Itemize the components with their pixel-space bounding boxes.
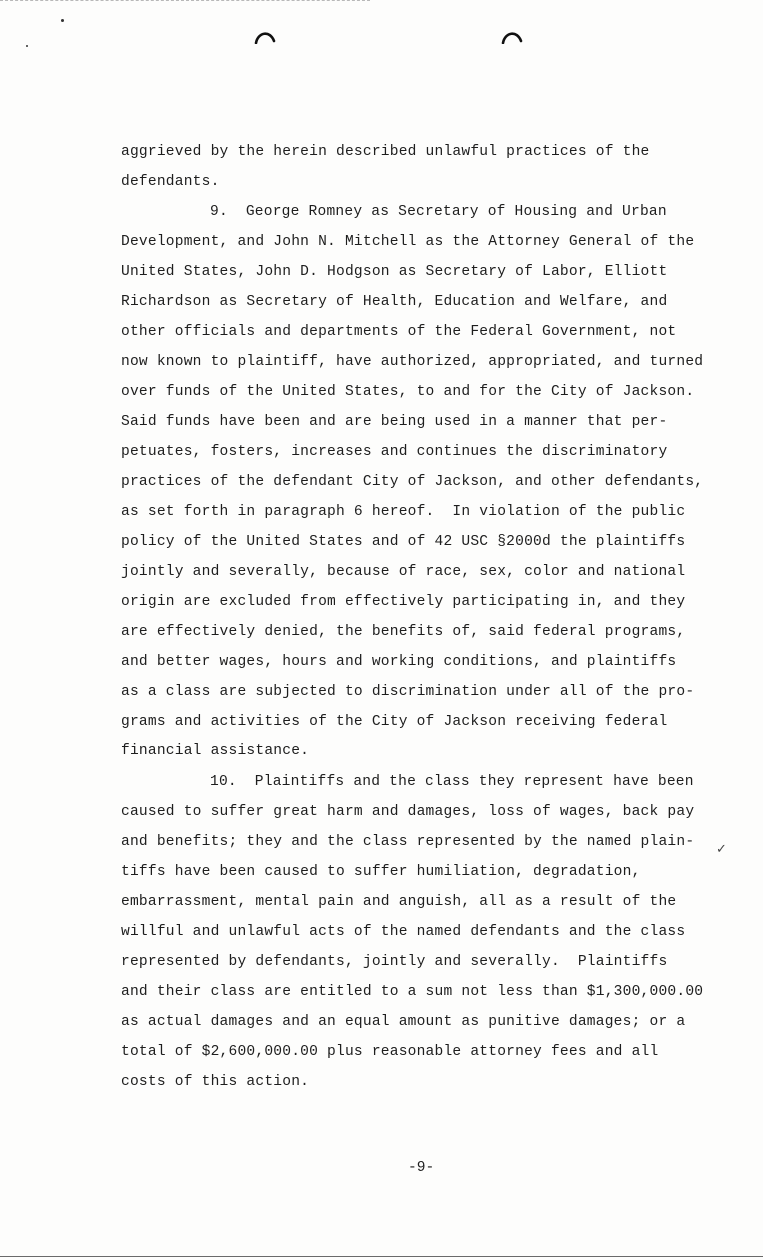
text-line: and their class are entitled to a sum not less than $1,300,000.00 [121,984,704,1000]
page-number: -9- [408,1160,435,1176]
text-line: origin are excluded from effectively participating in, and they [121,594,686,610]
text-line: practices of the defendant City of Jackson, and other defendants, [121,474,704,490]
text-line: defendants. [121,174,220,190]
text-line: Richardson as Secretary of Health, Education and Welfare, and [121,294,668,310]
text-line: Development, and John N. Mitchell as the Attorney General of the [121,234,695,250]
text-line: United States, John D. Hodgson as Secretary of Labor, Elliott [121,264,668,280]
text-line: embarrassment, mental pain and anguish, all as a result of the [121,894,677,910]
speck-mark [26,45,28,47]
text-line: now known to plaintiff, have authorized, appropriated, and turned [121,354,704,370]
speck-mark [61,19,64,22]
top-dashed-rule [0,0,370,1]
text-line: are effectively denied, the benefits of, said federal programs, [121,624,686,640]
text-line: Said funds have been and are being used in a manner that per- [121,414,668,430]
text-line: jointly and severally, because of race, sex, color and national [121,564,686,580]
text-line: total of $2,600,000.00 plus reasonable attorney fees and all [121,1044,659,1060]
punch-hole-mark-left [254,30,276,44]
text-line: petuates, fosters, increases and continues the discriminatory [121,444,668,460]
text-line: as a class are subjected to discrimination under all of the pro- [121,684,695,700]
text-line: as set forth in paragraph 6 hereof. In violation of the public [121,504,686,520]
text-line: and benefits; they and the class represented by the named plain- [121,834,695,850]
paragraph-10-start: 10. Plaintiffs and the class they represent have been [210,774,694,790]
punch-hole-mark-right [501,30,523,44]
text-line: financial assistance. [121,743,310,759]
text-line: costs of this action. [121,1074,310,1090]
text-line: over funds of the United States, to and for the City of Jackson. [121,384,695,400]
text-line: and better wages, hours and working conditions, and plaintiffs [121,654,677,670]
text-line: grams and activities of the City of Jackson receiving federal [121,714,668,730]
text-line: aggrieved by the herein described unlawful practices of the [121,144,650,160]
text-line: policy of the United States and of 42 USC §2000d the plaintiffs [121,534,686,550]
text-line: other officials and departments of the Federal Government, not [121,324,677,340]
paragraph-9-start: 9. George Romney as Secretary of Housing and Urban [210,204,667,220]
text-line: represented by defendants, jointly and severally. Plaintiffs [121,954,668,970]
margin-check-mark: ✓ [716,842,727,857]
text-line: tiffs have been caused to suffer humiliation, degradation, [121,864,641,880]
text-line: willful and unlawful acts of the named defendants and the class [121,924,686,940]
text-line: as actual damages and an equal amount as punitive damages; or a [121,1014,686,1030]
bottom-rule [0,1256,763,1257]
text-line: caused to suffer great harm and damages, loss of wages, back pay [121,804,695,820]
